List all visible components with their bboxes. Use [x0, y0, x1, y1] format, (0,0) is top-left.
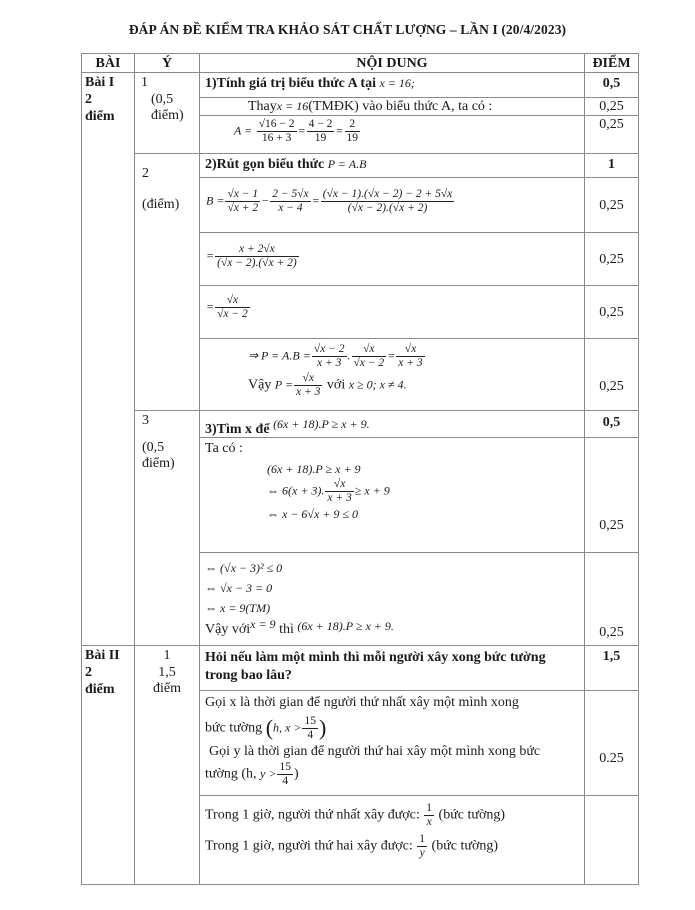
- content-row-7: = $\frac{√x}{√x - 2}$: [199, 285, 585, 339]
- score-r2: 0,25: [584, 97, 639, 116]
- r2-text-b: (TMĐK) vào biểu thức A, ta có :: [308, 99, 493, 114]
- content-row-1: [199, 72, 585, 98]
- bai-2-unit: điểm: [85, 681, 115, 697]
- r9-math: (6x + 18).P ≥ x + 9.: [273, 417, 370, 431]
- score-r1: 0,5: [584, 72, 639, 98]
- score-r12: 1,5: [584, 645, 639, 691]
- bai-2-cell: [81, 645, 135, 885]
- r9-title: 3)Tìm x để: [205, 422, 270, 437]
- y-2-num: 2: [142, 166, 149, 181]
- y-4-cell: [134, 645, 200, 885]
- bai-1-unit: điểm: [85, 108, 115, 124]
- r1-math: x = 16;: [379, 76, 415, 90]
- score-r5: 0,25: [584, 177, 639, 233]
- y-1-cell: [134, 72, 200, 154]
- content-row-6: = $\frac{x + 2√x}{(√x - 2).(√x + 2)}$: [199, 232, 585, 286]
- y-2-unit: (điểm): [142, 196, 180, 212]
- bai-2-points: 2: [85, 664, 92, 680]
- y-1-unit: điểm): [151, 107, 184, 123]
- content-row-8: ⇒ P = A.B = $\frac{√x - 2}{x + 3}$ . $\frac{√x}{√x - 2}$ = $\frac{√x}{x + 3}$ Vậy P = $\frac{√x}{x + 3}$ với x ≥ 0; x ≠ 4.: [199, 338, 585, 411]
- y-3-unit: điểm): [142, 455, 175, 471]
- y-4-unit: điểm: [153, 680, 181, 696]
- r8-lhs: ⇒ P = A.B =: [248, 348, 311, 363]
- score-r14: [584, 795, 639, 885]
- content-row-9: [199, 410, 585, 438]
- content-row-11: ⇔ (√x − 3)² ≤ 0 ⇔ √x − 3 = 0 ⇔ x = 9(TM) Vậy vớix = 9 thì (6x + 18).P ≥ x + 9.: [199, 552, 585, 646]
- r5-frac-2: $\frac{2 - 5√x}{x - 4}$: [272, 188, 309, 214]
- r3-lhs: A =: [234, 123, 253, 138]
- y-3-num: 3: [142, 413, 149, 428]
- r1-title: 1)Tính giá trị biểu thức A tại: [205, 76, 376, 91]
- r8-vay: Vậy: [248, 377, 272, 393]
- score-r7: 0,25: [584, 285, 639, 339]
- y-4-num: 1: [163, 648, 171, 663]
- score-r9: 0,5: [584, 410, 639, 438]
- r5-frac-3: $\frac{(√x - 1).(√x - 2) - 2 + 5√x}{(√x - 2).(√x + 2)}$: [322, 188, 453, 214]
- score-r6: 0,25: [584, 232, 639, 286]
- content-row-3: A = $\frac{√16 - 2}{16 + 3}$ = $\frac{4 - 2}{19}$ = $\frac{2}{19}$: [199, 115, 585, 154]
- bai-1-points: 2: [85, 91, 92, 107]
- content-row-4: [199, 153, 585, 178]
- content-row-10: Ta có : (6x + 18).P ≥ x + 9 ⇔ 6(x + 3). $\frac{√x}{x + 3}$ ≥ x + 9 ⇔ x − 6√x + 9 ≤ 0: [199, 437, 585, 553]
- bai-1-name: Bài I: [85, 75, 115, 90]
- y-2-cell: [134, 153, 200, 411]
- content-row-2: [199, 97, 585, 116]
- document-title: ĐÁP ÁN ĐỀ KIỂM TRA KHẢO SÁT CHẤT LƯỢNG – LẦN I (20/4/2023): [128, 22, 567, 37]
- score-r13: 0.25: [584, 690, 639, 796]
- r4-title: 2)Rút gọn biểu thức: [205, 157, 325, 172]
- score-r11: 0,25: [584, 552, 639, 646]
- y-1-pts: (0,5: [151, 91, 174, 107]
- r3-frac-3: $\frac{2}{19}$: [346, 118, 358, 144]
- r5-lhs: B =: [206, 193, 225, 208]
- score-r8: 0,25: [584, 338, 639, 411]
- r3-frac-2: $\frac{4 - 2}{19}$: [308, 118, 333, 144]
- header-diem: ĐIỂM: [584, 53, 639, 73]
- content-row-13: Gọi x là thời gian để người thứ nhất xây một mình xong bức tường (h, x > $\frac{15}{4}$ ) Gọi y là thời gian để người thứ hai xây một mình xong bức tường (h, y > $\frac{15}{4}$ ): [199, 690, 585, 796]
- r7-frac: $\frac{√x}{√x - 2}$: [217, 294, 248, 320]
- content-row-5: B = $\frac{√x - 1}{√x + 2}$ − $\frac{2 - 5√x}{x - 4}$ = $\frac{(√x - 1).(√x - 2) - 2 + 5√x}{(√x - 2).(√x + 2)}$: [199, 177, 585, 233]
- header-y: Ý: [134, 53, 200, 73]
- header-bai: BÀI: [81, 53, 135, 73]
- r4-math: P = A.B: [327, 157, 367, 171]
- bai-2-name: Bài II: [85, 648, 120, 663]
- r5-frac-1: $\frac{√x - 1}{√x + 2}$: [227, 188, 259, 214]
- r2-math: x = 16: [276, 99, 309, 113]
- bai-1-cell: [81, 72, 135, 646]
- score-r3: 0,25: [584, 115, 639, 154]
- r2-text-a: Thay: [248, 99, 277, 114]
- score-r10: 0,25: [584, 437, 639, 553]
- content-row-14: Trong 1 giờ, người thứ nhất xây được: $\frac{1}{x}$ (bức tường) Trong 1 giờ, người thứ hai xây được: $\frac{1}{y}$ (bức tường): [199, 795, 585, 885]
- r10-taco: Ta có :: [205, 441, 243, 456]
- r3-frac-1: $\frac{√16 - 2}{16 + 3}$: [258, 118, 295, 144]
- answer-table: [81, 53, 639, 885]
- score-r4: 1: [584, 153, 639, 178]
- y-3-pts: (0,5: [142, 439, 165, 455]
- y-1-num: 1: [141, 75, 148, 90]
- y-3-cell: [134, 410, 200, 646]
- header-noi-dung: NỘI DUNG: [199, 53, 585, 73]
- r6-frac: $\frac{x + 2√x}{(√x - 2).(√x + 2)}$: [217, 243, 297, 269]
- content-row-12: Hỏi nếu làm một mình thì mỗi người xây xong bức tường trong bao lâu?: [199, 645, 585, 691]
- y-4-pts: 1,5: [158, 664, 176, 680]
- r8-cond: x ≥ 0; x ≠ 4.: [348, 377, 407, 392]
